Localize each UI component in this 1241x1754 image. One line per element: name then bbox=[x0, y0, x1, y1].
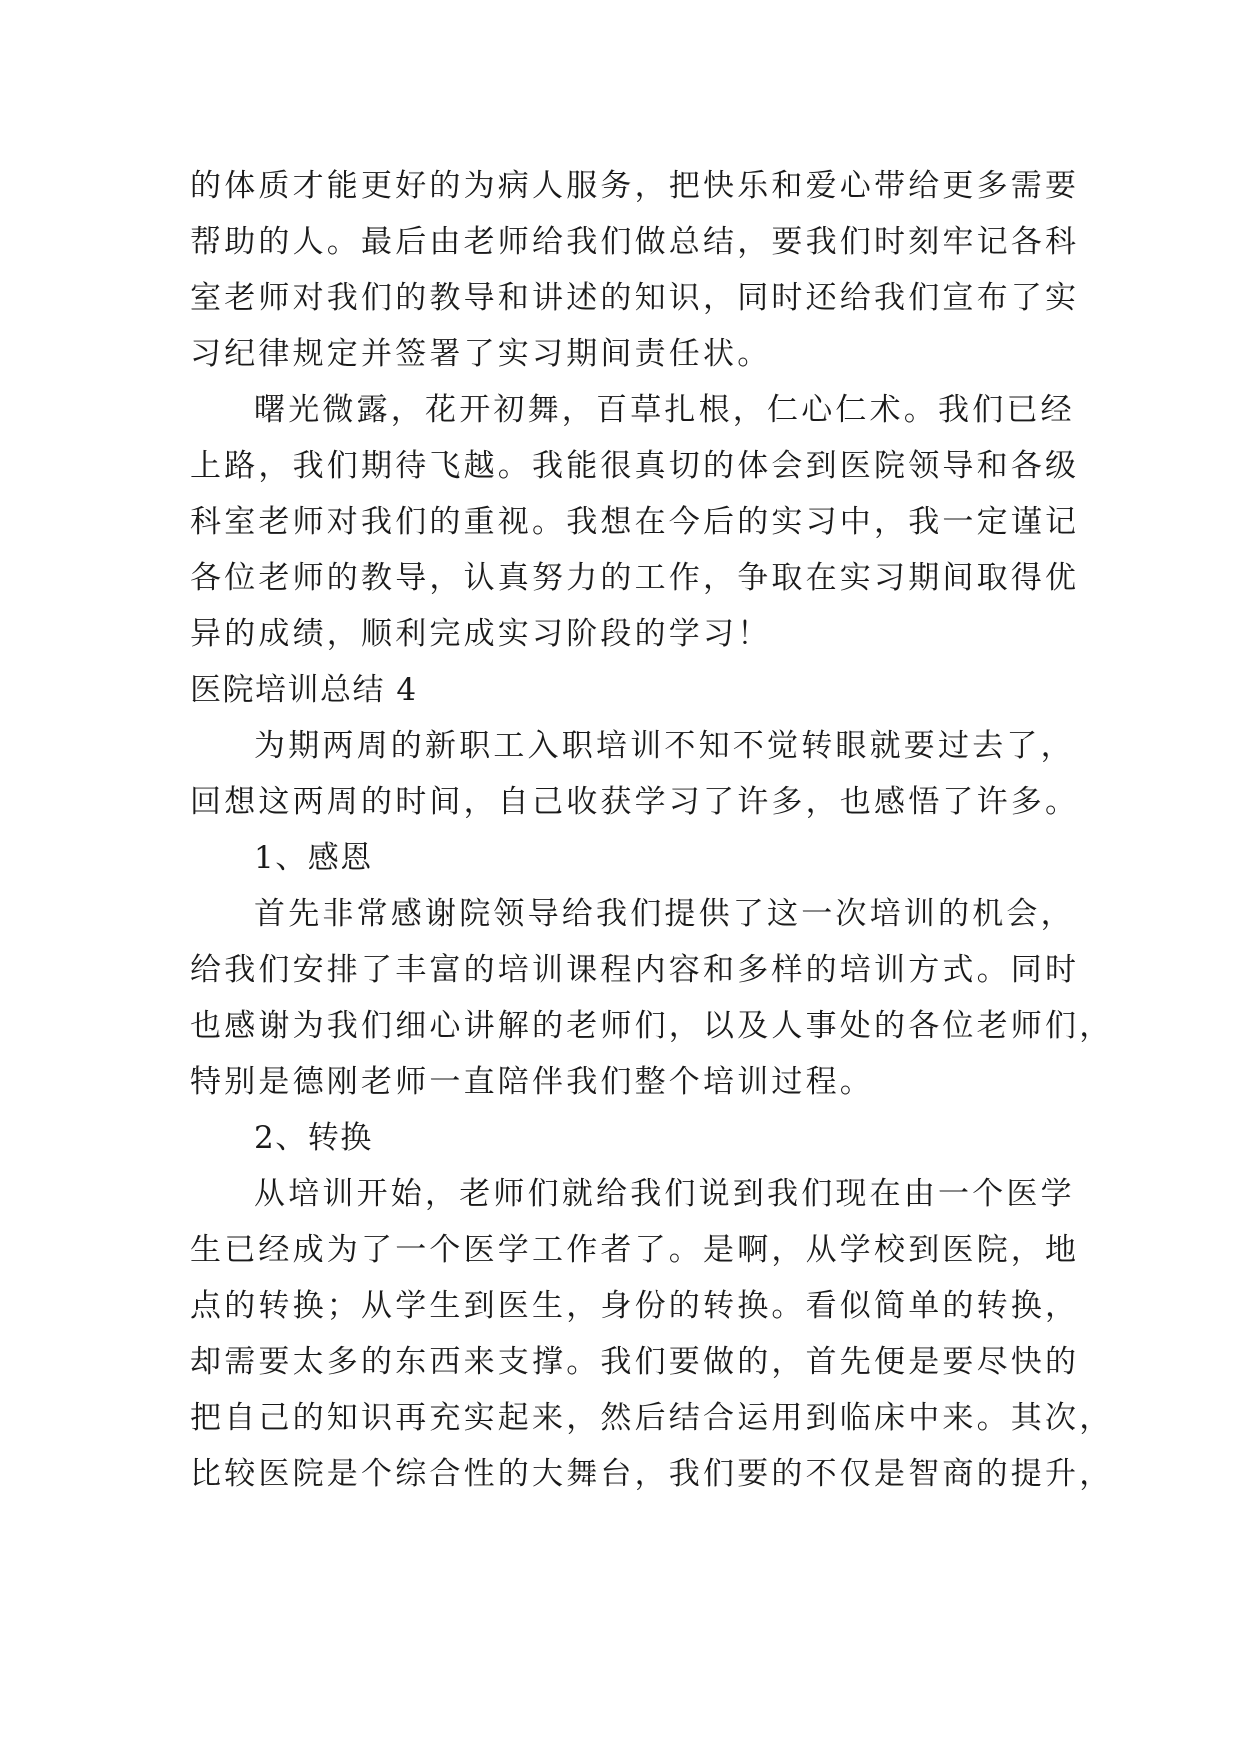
paragraph bbox=[190, 886, 1114, 1110]
paragraph bbox=[190, 382, 1080, 662]
text-line: 室老师对我们的教导和讲述的知识，同时还给我们宣布了实 bbox=[190, 280, 1080, 316]
subheading: 2、转换 bbox=[254, 1120, 373, 1156]
text-line: 为期两周的新职工入职培训不知不觉转眼就要过去了， bbox=[254, 728, 1075, 764]
text-line: 各位老师的教导，认真努力的工作，争取在实习期间取得优 bbox=[190, 560, 1080, 596]
text-line: 也感谢为我们细心讲解的老师们，以及人事处的各位老师们， bbox=[190, 1008, 1114, 1044]
section-title: 医院培训总结 4 bbox=[190, 672, 418, 708]
text-line: 上路，我们期待飞越。我能很真切的体会到医院领导和各级 bbox=[190, 448, 1080, 484]
subheading: 1、感恩 bbox=[254, 840, 373, 876]
text-line: 特别是德刚老师一直陪伴我们整个培训过程。 bbox=[190, 1064, 874, 1100]
text-line: 点的转换；从学生到医生，身份的转换。看似简单的转换， bbox=[190, 1288, 1080, 1324]
text-line: 比较医院是个综合性的大舞台，我们要的不仅是智商的提升， bbox=[190, 1456, 1114, 1492]
paragraph-continuation bbox=[190, 158, 1080, 382]
text-line: 曙光微露，花开初舞，百草扎根，仁心仁术。我们已经 bbox=[254, 392, 1075, 428]
paragraph bbox=[190, 1166, 1114, 1502]
paragraph bbox=[190, 718, 1080, 830]
text-line: 给我们安排了丰富的培训课程内容和多样的培训方式。同时 bbox=[190, 952, 1080, 988]
text-line: 科室老师对我们的重视。我想在今后的实习中，我一定谨记 bbox=[190, 504, 1080, 540]
text-line: 却需要太多的东西来支撑。我们要做的，首先便是要尽快的 bbox=[190, 1344, 1080, 1380]
text-line: 首先非常感谢院领导给我们提供了这一次培训的机会， bbox=[254, 896, 1075, 932]
text-line: 异的成绩，顺利完成实习阶段的学习！ bbox=[190, 616, 772, 652]
text-line: 回想这两周的时间，自己收获学习了许多，也感悟了许多。 bbox=[190, 784, 1080, 820]
document-body bbox=[190, 158, 1114, 1502]
text-line: 帮助的人。最后由老师给我们做总结，要我们时刻牢记各科 bbox=[190, 224, 1080, 260]
text-line: 习纪律规定并签署了实习期间责任状。 bbox=[190, 336, 772, 372]
text-line: 生已经成为了一个医学工作者了。是啊，从学校到医院，地 bbox=[190, 1232, 1080, 1268]
text-line: 的体质才能更好的为病人服务，把快乐和爱心带给更多需要 bbox=[190, 168, 1080, 204]
text-line: 把自己的知识再充实起来，然后结合运用到临床中来。其次， bbox=[190, 1400, 1114, 1436]
text-line: 从培训开始，老师们就给我们说到我们现在由一个医学 bbox=[254, 1176, 1075, 1212]
